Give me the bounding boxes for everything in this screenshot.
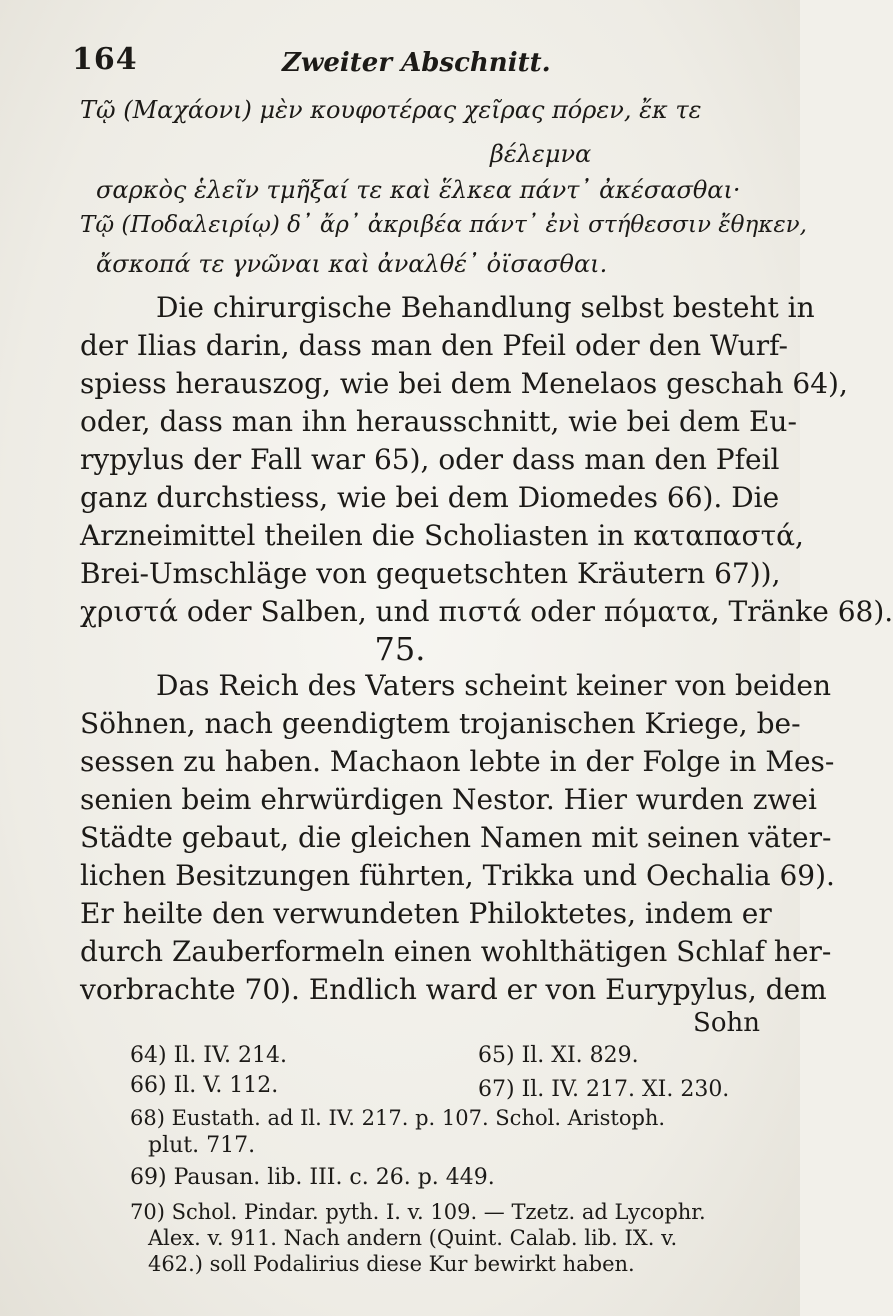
verse-line: ἄσκοπά τε γνῶναι καὶ ἀναλθέ᾽ ὀϊσασθαι. bbox=[96, 250, 608, 278]
paragraph-line: der Ilias darin, dass man den Pfeil oder den Wurf- bbox=[80, 329, 788, 362]
paragraph-line: vorbrachte 70). Endlich ward er von Eurypylus, dem bbox=[80, 973, 827, 1006]
footnote: 67) Il. IV. 217. XI. 230. bbox=[478, 1077, 730, 1102]
paragraph-line: Er heilte den verwundeten Philoktetes, indem er bbox=[80, 897, 772, 930]
paragraph-line: Söhnen, nach geendigtem trojanischen Kriege, be- bbox=[80, 707, 801, 740]
verse-line: Τῷ (Μαχάονι) μὲν κουφοτέρας χεῖρας πόρεν, ἔκ τε bbox=[80, 96, 702, 124]
paragraph-line: rypylus der Fall war 65), oder dass man den Pfeil bbox=[80, 443, 780, 476]
footnote: 70) Schol. Pindar. pyth. I. v. 109. — Tzetz. ad Lycophr. bbox=[130, 1200, 706, 1224]
paragraph-line: spiess herauszog, wie bei dem Menelaos geschah 64), bbox=[80, 367, 848, 400]
section-number: 75. bbox=[374, 630, 426, 668]
page-number: 164 bbox=[72, 42, 138, 77]
footnote: 69) Pausan. lib. III. c. 26. p. 449. bbox=[130, 1165, 495, 1190]
paragraph-line: Brei-Umschläge von gequetschten Kräutern 67)), bbox=[80, 557, 781, 590]
paragraph-line: senien beim ehrwürdigen Nestor. Hier wurden zwei bbox=[80, 783, 817, 816]
footnote: 68) Eustath. ad Il. IV. 217. p. 107. Schol. Aristoph. bbox=[130, 1106, 666, 1130]
footnote: 64) Il. IV. 214. bbox=[130, 1043, 287, 1068]
footnote: plut. 717. bbox=[148, 1133, 256, 1158]
verse-line: Τῷ (Ποδαλειρίῳ) δ᾽ ἄρ᾽ ἀκριβέα πάντ᾽ ἐνὶ στήθεσσιν ἔθηκεν, bbox=[80, 212, 807, 238]
catchword: Sohn bbox=[693, 1008, 760, 1038]
footnote: Alex. v. 911. Nach andern (Quint. Calab. lib. IX. v. bbox=[148, 1226, 678, 1250]
paragraph-line: ganz durchstiess, wie bei dem Diomedes 66). Die bbox=[80, 481, 780, 514]
paragraph-line: oder, dass man ihn herausschnitt, wie bei dem Eu- bbox=[80, 405, 797, 438]
paragraph-line: durch Zauberformeln einen wohlthätigen Schlaf her- bbox=[80, 935, 832, 968]
paragraph-line: χριστά oder Salben, und πιστά oder πόματα, Tränke 68). bbox=[80, 595, 893, 628]
paragraph-line: Städte gebaut, die gleichen Namen mit seinen väter- bbox=[80, 821, 832, 854]
running-head: Zweiter Abschnitt. bbox=[282, 48, 551, 78]
page-header bbox=[72, 42, 760, 82]
footnote: 462.) soll Podalirius diese Kur bewirkt haben. bbox=[148, 1252, 635, 1276]
paragraph-line: Arzneimittel theilen die Scholiasten in καταπαστά, bbox=[80, 519, 804, 552]
verse-line: σαρκὸς ἑλεῖν τμῆξαί τε καὶ ἕλκεα πάντ᾽ ἀκέσασθαι· bbox=[96, 176, 741, 204]
footnote: 65) Il. XI. 829. bbox=[478, 1043, 639, 1068]
paragraph-line: Das Reich des Vaters scheint keiner von beiden bbox=[156, 669, 831, 702]
paragraph-line: Die chirurgische Behandlung selbst besteht in bbox=[156, 291, 815, 324]
paragraph-line: lichen Besitzungen führten, Trikka und Oechalia 69). bbox=[80, 859, 835, 892]
footnote: 66) Il. V. 112. bbox=[130, 1073, 279, 1098]
paragraph-line: sessen zu haben. Machaon lebte in der Folge in Mes- bbox=[80, 745, 835, 778]
verse-line: βέλεμνα bbox=[490, 140, 592, 168]
